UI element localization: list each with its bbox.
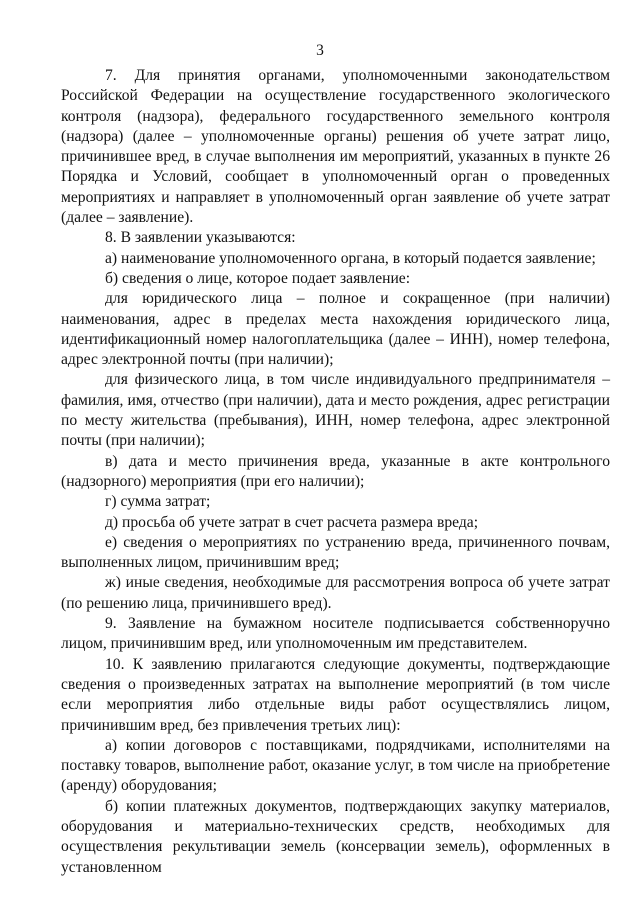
paragraph-8-d: д) просьба об учете затрат в счет расчета размера вреда; bbox=[105, 513, 479, 531]
paragraph-8: 8. В заявлении указываются: bbox=[105, 229, 296, 247]
paragraph-9: 9. Заявление на бумажном носителе подписывается собственноручно лицом, причинившим вред, или уполномоченным им представителем. bbox=[61, 615, 610, 653]
paragraph-8-a: а) наименование уполномоченного органа, в который подается заявление; bbox=[105, 249, 596, 267]
paragraph-7: 7. Для принятия органами, уполномоченными законодательством Российской Федерации на осуществление государственного экологического контроля (надзора), федерального государственного земельного контроля (надзора) (далее – уполномоченные органы) решения об учете затрат лицо, причинившее вред, в случае выполнения им мероприятий, указанных в пункте 26 Порядка и Условий, сообщает в уполномоченный орган о проведенных мероприятиях и направляет в уполномоченный орган заявление об учете затрат (далее – заявление). bbox=[61, 67, 610, 227]
paragraph-10-a: а) копии договоров с поставщиками, подрядчиками, исполнителями на поставку товаров, выполнение работ, оказание услуг, в том числе на приобретение (аренду) оборудования; bbox=[61, 736, 610, 795]
paragraph-8-b-legal-entity: для юридического лица – полное и сокращенное (при наличии) наименования, адрес в пределах места нахождения юридического лица, идентификационный номер налогоплательщика (далее – ИНН), номер телефона, адрес электронной почты (при наличии); bbox=[61, 290, 610, 369]
paragraph-10-b: б) копии платежных документов, подтверждающих закупку материалов, оборудования и материально-технических средств, необходимых для осуществления рекультивации земель (консервации земель), оформленных в установленном bbox=[61, 797, 610, 876]
paragraph-8-e: е) сведения о мероприятиях по устранению вреда, причиненного почвам, выполненных лицом, причинившим вред; bbox=[61, 533, 610, 572]
paragraph-8-v: в) дата и место причинения вреда, указанные в акте контрольного (надзорного) мероприятия (при его наличии); bbox=[61, 452, 610, 490]
paragraph-8-g: г) сумма затрат; bbox=[105, 493, 211, 511]
paragraph-8-zh: ж) иные сведения, необходимые для рассмотрения вопроса об учете затрат (по решению лица, причинившего вред). bbox=[61, 574, 610, 612]
paragraph-8-b: б) сведения о лице, которое подает заявление: bbox=[105, 269, 411, 287]
paragraph-10: 10. К заявлению прилагаются следующие документы, подтверждающие сведения о произведенных затратах на выполнение мероприятий (в том числе если мероприятия либо отдельные виды работ осуществлялись лицом, причинившим вред, без привлечения третьих лиц): bbox=[61, 655, 610, 734]
paragraph-8-b-individual: для физического лица, в том числе индивидуального предпринимателя – фамилия, имя, отчество (при наличии), дата и место рождения, адрес регистрации по месту жительства (пребывания), ИНН, номер телефона, адрес электронной почты (при наличии); bbox=[61, 371, 610, 450]
page-number: 3 bbox=[316, 42, 324, 59]
document-body bbox=[61, 66, 610, 878]
